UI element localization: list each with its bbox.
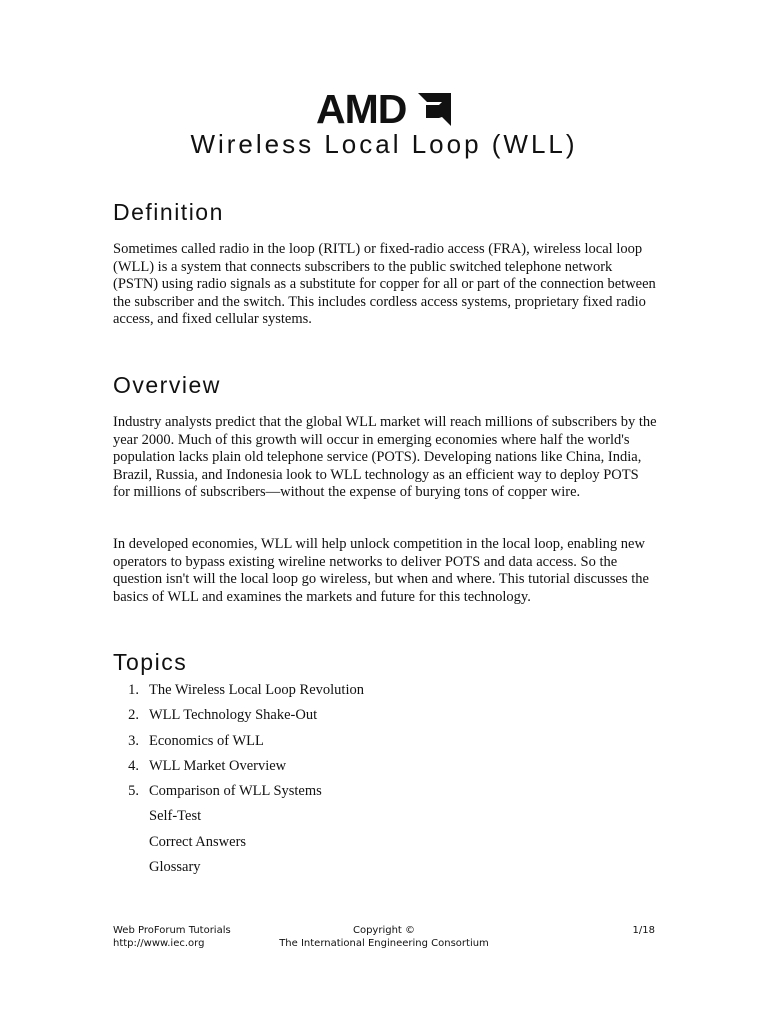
page-number: 1/18 [632,925,655,936]
definition-paragraph: Sometimes called radio in the loop (RITL) or fixed-radio access (FRA), wireless local loop (WLL) is a system that connects subscribers to the public switched telephone network (PSTN) using radio signals as a substitute for copper for all or part of the connection between the subscriber and the switch. This includes cordless access systems, proprietary fixed radio access, and fixed cellular systems. [113,241,656,328]
topic-label: The Wireless Local Loop Revolution [149,682,364,698]
definition-heading: Definition [113,199,224,225]
footer-consortium: The International Engineering Consortium [279,938,489,949]
topic-item[interactable] [113,733,613,758]
overview-heading: Overview [113,372,221,398]
document-title: Wireless Local Loop (WLL) [190,129,578,159]
topics-heading: Topics [113,649,188,675]
topic-label: Comparison of WLL Systems [149,783,322,800]
amd-arrow-icon [418,93,451,126]
topic-label: WLL Technology Shake-Out [149,707,318,724]
page-footer [113,924,655,954]
topic-label: Correct Answers [149,833,247,850]
topic-item[interactable] [113,834,613,859]
topic-item[interactable] [113,682,613,707]
overview-paragraph-1: Industry analysts predict that the global WLL market will reach millions of subscribers by the year 2000. Much of this growth will occur in emerging economies where half the world's population lacks plain old telephone service (POTS). Developing nations like China, India, Brazil, Russia, and Indonesia look to WLL technology as an efficient way to deploy POTS for millions of subscribers—without the expense of burying tons of copper wire. [113,414,657,501]
topic-number: 2. [128,707,139,724]
topic-label: WLL Market Overview [149,757,287,774]
topic-item[interactable] [113,859,613,884]
amd-logo [316,86,456,132]
topic-number: 4. [128,757,139,774]
footer-url-link[interactable]: http://www.iec.org [113,938,205,949]
topic-label: Glossary [149,859,201,876]
topic-item[interactable] [113,808,613,833]
footer-copyright: Copyright © [352,925,416,936]
topic-number: 5. [128,783,139,800]
footer-center [113,924,655,950]
topics-list [113,682,613,884]
topic-number: 3. [128,732,139,749]
topic-item[interactable] [113,707,613,732]
amd-logo-text: AMD [316,86,407,132]
topic-label: Economics of WLL [149,732,264,749]
topic-label: Self-Test [149,808,202,825]
overview-paragraph-2: In developed economies, WLL will help unlock competition in the local loop, enabling new operators to bypass existing wireline networks to deliver POTS and data access. So the question isn't will the local loop go wireless, but when and where. This tutorial discusses the basics of WLL and examines the markets and future for this technology. [113,536,649,605]
footer-right [633,924,655,937]
footer-publisher: Web ProForum Tutorials [113,925,231,936]
topic-item[interactable] [113,758,613,783]
topic-item[interactable] [113,783,613,808]
topic-number: 1. [128,682,139,698]
